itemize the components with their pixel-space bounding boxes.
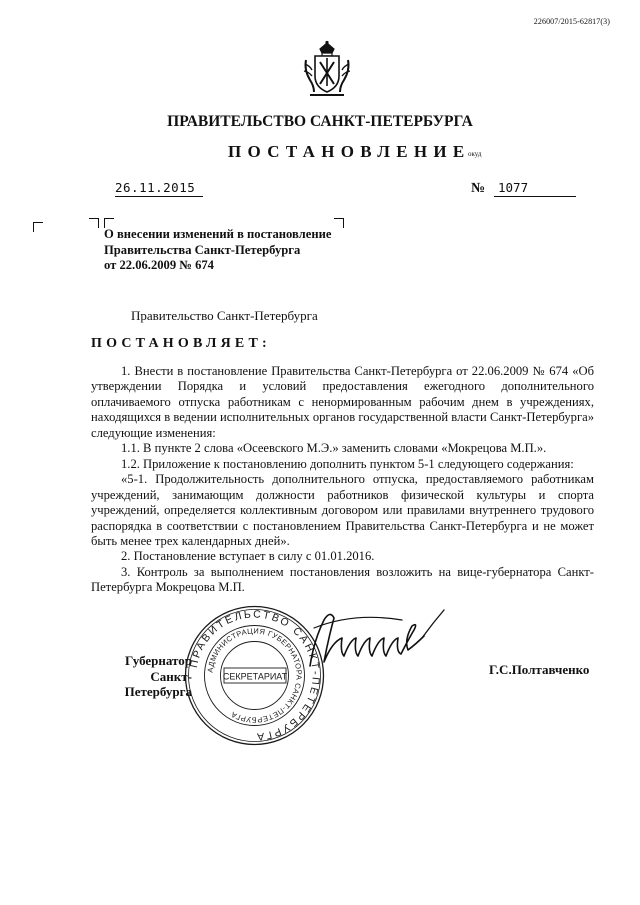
body-paragraph: 1.1. В пункте 2 слова «Осеевского М.Э.» заменить словами «Мокрецова М.П.». [121,441,547,456]
document-type-title: ПОСТАНОВЛЕНИЕ [228,142,471,161]
document-date: 26.11.2015 [115,180,203,197]
okud-code-label: окуд [468,150,482,158]
body-paragraph: 1.2. Приложение к постановлению дополнить пунктом 5-1 следующего содержания: [121,456,574,471]
stamp-inner-text: АДМИНИСТРАЦИЯ ГУБЕРНАТОРА САНКТ-ПЕТЕРБУРГА [205,626,304,725]
body-paragraph: 3. Контроль за выполнением постановления возложить на вице-губернатора Санкт-Петербурга Мокрецова М.П. [91,564,594,595]
corner-mark [33,222,43,232]
document-subject [104,227,331,274]
signer-title-line: Губернатор [124,653,192,668]
resolves-heading: ПОСТАНОВЛЯЕТ: [91,336,271,351]
stamp-center-text: СЕКРЕТАРИАТ [222,671,288,682]
handwritten-signature [304,600,454,680]
signer-title-line: Санкт-Петербурга [124,668,192,699]
document-body [91,364,594,596]
number-sign: № [471,181,486,196]
subject-line: от 22.06.2009 № 674 [104,258,214,272]
subject-line: О внесении изменений в постановление [104,227,332,241]
coat-of-arms-emblem [302,40,352,98]
corner-mark [334,218,344,228]
subject-line: Правительства Санкт-Петербурга [104,242,301,257]
document-number: 1077 [494,180,576,197]
signer-name: Г.С.Полтавченко [489,662,590,677]
signer-title [88,653,192,700]
document-registration-number: 226007/2015-62817(3) [533,17,610,26]
organization-title: ПРАВИТЕЛЬСТВО САНКТ-ПЕТЕРБУРГА [167,113,473,130]
body-paragraph: «5-1. Продолжительность дополнительного отпуска, предоставляемого работникам учреждений, занимающим должности работников физической культуры и спорта учреждений, определяется коллективным договором или правилами внутреннего трудового распорядка в соответствии с постановлением Правительства Санкт-Петербурга и не может быть менее трех календарных дней». [91,472,594,548]
preamble-text: Правительство Санкт-Петербурга [131,308,318,323]
corner-mark [89,218,99,228]
stamp-outer-text: ПРАВИТЕЛЬСТВО САНКТ-ПЕТЕРБУРГА [187,608,322,743]
body-paragraph: 1. Внести в постановление Правительства Санкт-Петербурга от 22.06.2009 № 674 «Об утверждении Порядка и условий предоставления ежегодного дополнительного оплачиваемого отпуска работникам с ненормированным рабочим днем в учреждениях, находящихся в ведении исполнительных органов государственной власти Санкт-Петербурга» следующие изменения: [91,364,594,440]
body-paragraph: 2. Постановление вступает в силу с 01.01.2016. [121,549,375,564]
